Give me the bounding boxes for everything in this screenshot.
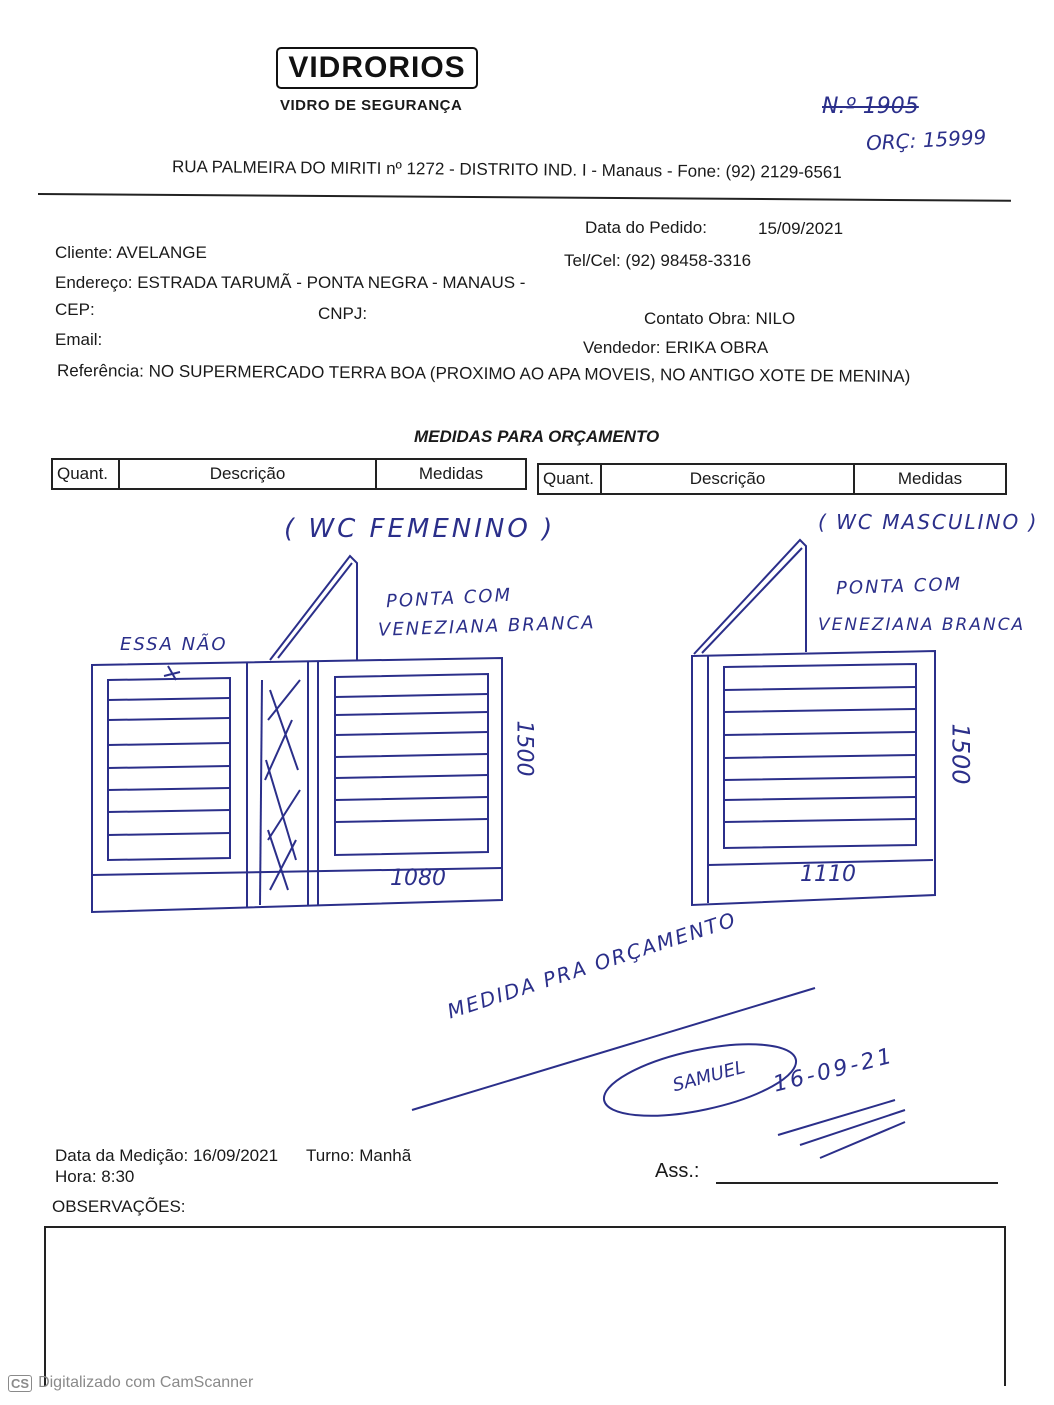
right-width: 1110 bbox=[800, 862, 856, 887]
company-logo: VIDRORIOS bbox=[276, 47, 478, 89]
medida-note: MEDIDA PRA ORÇAMENTO bbox=[444, 907, 740, 1024]
right-note-2: VENEZIANA BRANCA bbox=[818, 615, 1026, 635]
header-medidas: Medidas bbox=[897, 469, 963, 488]
header-quant: Quant. bbox=[53, 460, 120, 488]
client-email: Email: bbox=[55, 330, 103, 349]
client-cnpj: CNPJ: bbox=[318, 304, 368, 323]
client-address: Endereço: ESTRADA TARUMÃ - PONTA NEGRA - MANAUS - bbox=[55, 273, 526, 292]
camscanner-logo: CS bbox=[8, 1375, 32, 1392]
signature-line bbox=[716, 1182, 998, 1184]
company-address: RUA PALMEIRA DO MIRITI nº 1272 - DISTRITO IND. I - Manaus - Fone: (92) 2129-6561 bbox=[171, 157, 842, 182]
client-name: Cliente: AVELANGE bbox=[55, 243, 207, 262]
observations-label: OBSERVAÇÕES: bbox=[52, 1197, 186, 1216]
client-reference: Referência: NO SUPERMERCADO TERRA BOA (PROXIMO AO APA MOVEIS, NO ANTIGO XOTE DE MENINA) bbox=[56, 361, 911, 386]
left-height: 1500 bbox=[511, 720, 537, 777]
order-number: N.º 1905 bbox=[822, 94, 919, 119]
shift: Turno: Manhã bbox=[306, 1146, 412, 1165]
logo-subtitle: VIDRO DE SEGURANÇA bbox=[280, 97, 463, 114]
left-essa-nao: ESSA NÃO bbox=[120, 634, 228, 655]
signature: SAMUEL bbox=[670, 1056, 748, 1097]
left-note-1: PONTA COM bbox=[385, 584, 513, 613]
camscanner-watermark bbox=[8, 1374, 253, 1392]
signature-date: 16-09-21 bbox=[770, 1043, 898, 1098]
right-title: ( WC MASCULINO ) bbox=[818, 510, 1039, 534]
site-contact: Contato Obra: NILO bbox=[644, 309, 796, 328]
right-height: 1500 bbox=[946, 723, 975, 785]
header-descricao: Descrição bbox=[602, 465, 855, 493]
observations-box bbox=[44, 1226, 1006, 1386]
client-phone: Tel/Cel: (92) 98458-3316 bbox=[564, 251, 752, 270]
right-note-1: PONTA COM bbox=[835, 573, 963, 600]
header-descricao: Descrição bbox=[120, 460, 377, 488]
order-date-label: Data do Pedido: bbox=[585, 218, 707, 237]
header-medidas: Medidas bbox=[418, 464, 484, 483]
client-cep: CEP: bbox=[55, 300, 95, 319]
left-width: 1080 bbox=[390, 866, 446, 891]
orc-number: ORÇ: 15999 bbox=[865, 124, 987, 156]
section-title: MEDIDAS PARA ORÇAMENTO bbox=[414, 427, 660, 446]
signature-strokes bbox=[778, 1100, 905, 1158]
salesperson: Vendedor: ERIKA OBRA bbox=[583, 338, 769, 357]
measurement-date: Data da Medição: 16/09/2021 bbox=[55, 1146, 279, 1165]
camscanner-text: Digitalizado com CamScanner bbox=[38, 1374, 254, 1391]
measurement-time: Hora: 8:30 bbox=[55, 1167, 135, 1186]
signature-label: Ass.: bbox=[655, 1160, 700, 1182]
left-title: ( WC FEMENINO ) bbox=[284, 514, 556, 544]
header-quant: Quant. bbox=[539, 465, 602, 493]
left-note-2: VENEZIANA BRANCA bbox=[377, 612, 596, 641]
order-date-value: 15/09/2021 bbox=[758, 219, 844, 238]
